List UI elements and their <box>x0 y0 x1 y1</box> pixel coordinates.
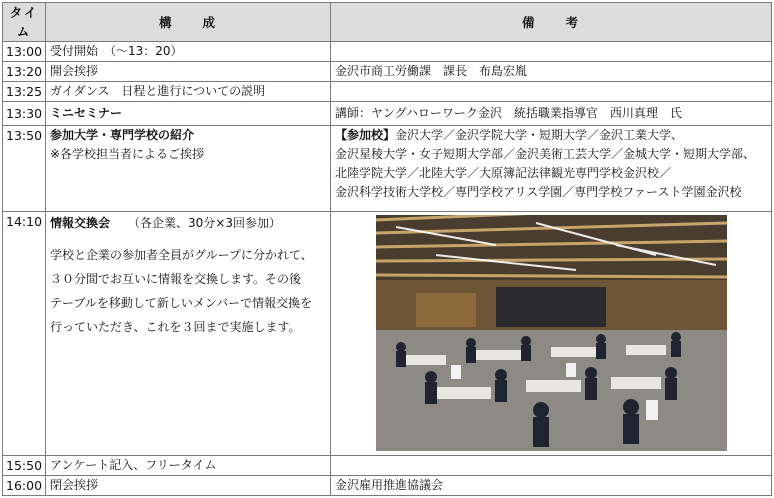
schedule-table <box>2 2 772 496</box>
row-plan-sub: （各企業、30分×3回参加） <box>128 216 281 230</box>
row-time: 16:00 <box>3 476 46 496</box>
notes-line: 金沢星稜大学・女子短期大学部／金沢美術工芸大学／金城大学・短期大学部、 <box>335 147 756 161</box>
row-time: 15:50 <box>3 456 46 476</box>
notes-line: 金沢大学／金沢学院大学・短期大学／金沢工業大学、 <box>395 128 684 142</box>
row-plan: 参加大学・専門学校の紹介 <box>50 128 195 142</box>
participants-tag: 【参加校】 <box>335 128 396 142</box>
row-notes <box>331 456 772 476</box>
notes-line: 北陸学院大学／北陸大学／大原簿記法律観光専門学校金沢校／ <box>335 166 672 180</box>
plan-body-line: 学校と企業の参加者全員がグループに分かれて、 <box>50 248 313 262</box>
table-row <box>3 456 772 476</box>
row-notes-cell <box>331 126 772 212</box>
table-row <box>3 476 772 496</box>
row-plan-note: ※各学校担当者によるご挨拶 <box>50 147 205 161</box>
plan-body-line: ３０分間でお互いに情報を交換します。その後 <box>50 272 302 286</box>
row-time: 13:20 <box>3 62 46 82</box>
row-plan-cell <box>46 212 331 456</box>
plan-body-line: 行っていただき、これを３回まで実施します。 <box>50 320 301 334</box>
row-plan: アンケート記入、フリータイム <box>46 456 331 476</box>
header-notes: 備 考 <box>331 3 772 42</box>
row-plan: 受付開始 （～13：20） <box>46 42 331 62</box>
header-time: タイム <box>3 3 46 42</box>
row-time: 13:25 <box>3 82 46 102</box>
row-notes: 講師：ヤングハローワーク金沢 統括職業指導官 西川真理 氏 <box>331 102 772 126</box>
row-plan: 閉会挨拶 <box>46 476 331 496</box>
table-row <box>3 42 772 62</box>
table-row <box>3 82 772 102</box>
row-notes: 金沢雇用推進協議会 <box>331 476 772 496</box>
plan-body-line: テーブルを移動して新しいメンバーで情報交換を <box>50 296 313 310</box>
header-plan: 構 成 <box>46 3 331 42</box>
header-row <box>3 3 772 42</box>
row-notes <box>331 42 772 62</box>
row-plan: ミニセミナー <box>46 102 331 126</box>
event-photo <box>376 215 727 451</box>
row-notes <box>331 82 772 102</box>
row-time: 14:10 <box>3 212 46 456</box>
notes-line: 金沢科学技術大学校／専門学校アリス学園／専門学校ファースト学園金沢校 <box>335 185 742 199</box>
row-time: 13:00 <box>3 42 46 62</box>
row-plan: ガイダンス 日程と進行についての説明 <box>46 82 331 102</box>
row-notes-cell <box>331 212 772 456</box>
table-row <box>3 62 772 82</box>
table-row <box>3 102 772 126</box>
row-time: 13:50 <box>3 126 46 212</box>
row-time: 13:30 <box>3 102 46 126</box>
row-notes: 金沢市商工労働課 課長 布島宏胤 <box>331 62 772 82</box>
row-plan-cell <box>46 126 331 212</box>
table-row <box>3 126 772 212</box>
table-row <box>3 212 772 456</box>
row-plan: 開会挨拶 <box>46 62 331 82</box>
row-plan: 情報交換会 <box>50 216 111 230</box>
